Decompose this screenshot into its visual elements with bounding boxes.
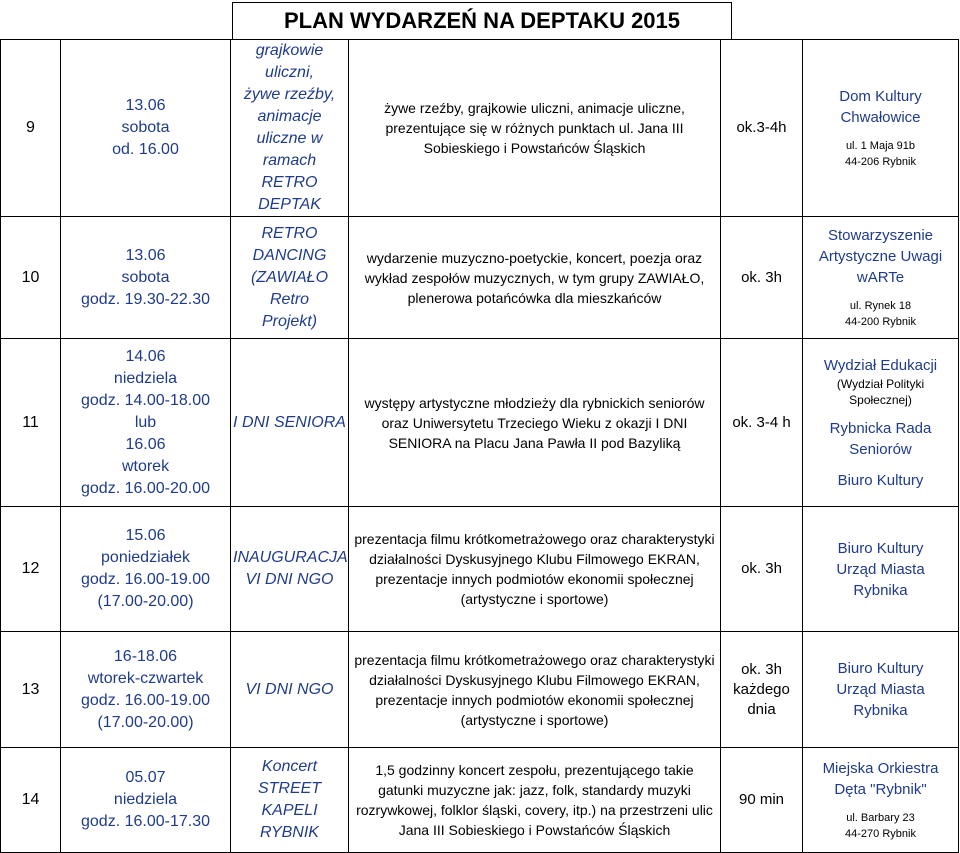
event-duration: ok. 3h (721, 217, 803, 339)
table-row (1, 217, 959, 339)
event-description: żywe rzeźby, grajkowie uliczni, animacje uliczne, prezentujące się w różnych punktach ul. Jana III Sobieskiego i Powstańców Śląskich (349, 40, 721, 217)
event-date: 15.06 poniedziałek godz. 16.00-19.00 (17.00-20.00) (61, 507, 231, 632)
event-date: 14.06 niedziela godz. 14.00-18.00 lub 16.06 wtorek godz. 16.00-20.00 (61, 339, 231, 507)
organizer-name: Dom Kultury Chwałowice (839, 88, 922, 126)
event-organizer (803, 748, 959, 853)
organizer-name-3: Biuro Kultury (837, 471, 924, 489)
event-duration: ok. 3h (721, 507, 803, 632)
event-name: INAUGURACJA VI DNI NGO (231, 507, 349, 632)
event-duration: 90 min (721, 748, 803, 853)
event-description: prezentacja filmu krótkometrażowego oraz charakterystyki działalności Dyskusyjnego Klubu Filmowego EKRAN, prezentacje innych podmiotów ekonomii społecznej (artystyczne i sportowe) (349, 507, 721, 632)
event-date: 13.06 sobota godz. 19.30-22.30 (61, 217, 231, 339)
table-row (1, 748, 959, 853)
organizer-name: Biuro Kultury Urząd Miasta Rybnika (836, 660, 925, 719)
events-table (0, 39, 959, 853)
event-organizer (803, 339, 959, 507)
event-name: Koncert STREET KAPELI RYBNIK (231, 748, 349, 853)
organizer-subname: (Wydział Polityki Społecznej) (836, 376, 925, 407)
row-number: 13 (1, 632, 61, 748)
event-date: 05.07 niedziela godz. 16.00-17.30 (61, 748, 231, 853)
event-description: 1,5 godzinny koncert zespołu, prezentującego takie gatunki muzyczne jak: jazz, folk, standardy muzyki rozrywkowej, folklor śląski, covery, itp.) na przestrzeni ulic Jana III Sobieskiego i Powstańców Śląskich (349, 748, 721, 853)
table-row (1, 40, 959, 217)
row-number: 14 (1, 748, 61, 853)
page-title: PLAN WYDARZEŃ NA DEPTAKU 2015 (232, 2, 732, 40)
organizer-name-2: Rybnicka Rada Seniorów (829, 419, 932, 458)
organizer-name: Wydział Edukacji (823, 356, 938, 374)
event-organizer (803, 40, 959, 217)
event-name: grajkowie uliczni, żywe rzeźby, animacje uliczne w ramach RETRO DEPTAK (231, 40, 349, 217)
event-name: VI DNI NGO (231, 632, 349, 748)
organizer-name: Biuro Kultury Urząd Miasta Rybnika (836, 539, 925, 599)
event-duration: ok. 3h każdego dnia (721, 632, 803, 748)
event-organizer (803, 632, 959, 748)
event-organizer (803, 217, 959, 339)
organizer-address: ul. 1 Maja 91b 44-206 Rybnik (845, 140, 916, 168)
event-name: I DNI SENIORA (231, 339, 349, 507)
event-date: 16-18.06 wtorek-czwartek godz. 16.00-19.00 (17.00-20.00) (61, 632, 231, 748)
table-row (1, 339, 959, 507)
row-number: 9 (1, 40, 61, 217)
event-description: prezentacja filmu krótkometrażowego oraz charakterystyki działalności Dyskusyjnego Klubu Filmowego EKRAN, prezentacje innych podmiotów ekonomii społecznej (artystyczne i sportowe) (349, 632, 721, 748)
organizer-name: Stowarzyszenie Artystyczne Uwagi wARTe (818, 227, 943, 286)
event-description: występy artystyczne młodzieży dla rybnickich seniorów oraz Uniwersytetu Trzeciego Wieku z okazji I DNI SENIORA na Placu Jana Pawła II pod Bazyliką (349, 339, 721, 507)
organizer-name: Miejska Orkiestra Dęta "Rybnik" (822, 760, 939, 798)
row-number: 10 (1, 217, 61, 339)
event-description: wydarzenie muzyczno-poetyckie, koncert, poezja oraz wykład zespołów muzycznych, w tym grupy ZAWIAŁO, plenerowa potańcówka dla mieszkańców (349, 217, 721, 339)
organizer-address: ul. Rynek 18 44-200 Rybnik (845, 300, 916, 328)
row-number: 11 (1, 339, 61, 507)
event-name: RETRO DANCING (ZAWIAŁO Retro Projekt) (231, 217, 349, 339)
event-date: 13.06 sobota od. 16.00 (61, 40, 231, 217)
title-row (0, 0, 960, 40)
event-duration: ok.3-4h (721, 40, 803, 217)
table-row (1, 507, 959, 632)
table-row (1, 632, 959, 748)
event-organizer (803, 507, 959, 632)
organizer-address: ul. Barbary 23 44-270 Rybnik (845, 812, 916, 840)
event-duration: ok. 3-4 h (721, 339, 803, 507)
row-number: 12 (1, 507, 61, 632)
